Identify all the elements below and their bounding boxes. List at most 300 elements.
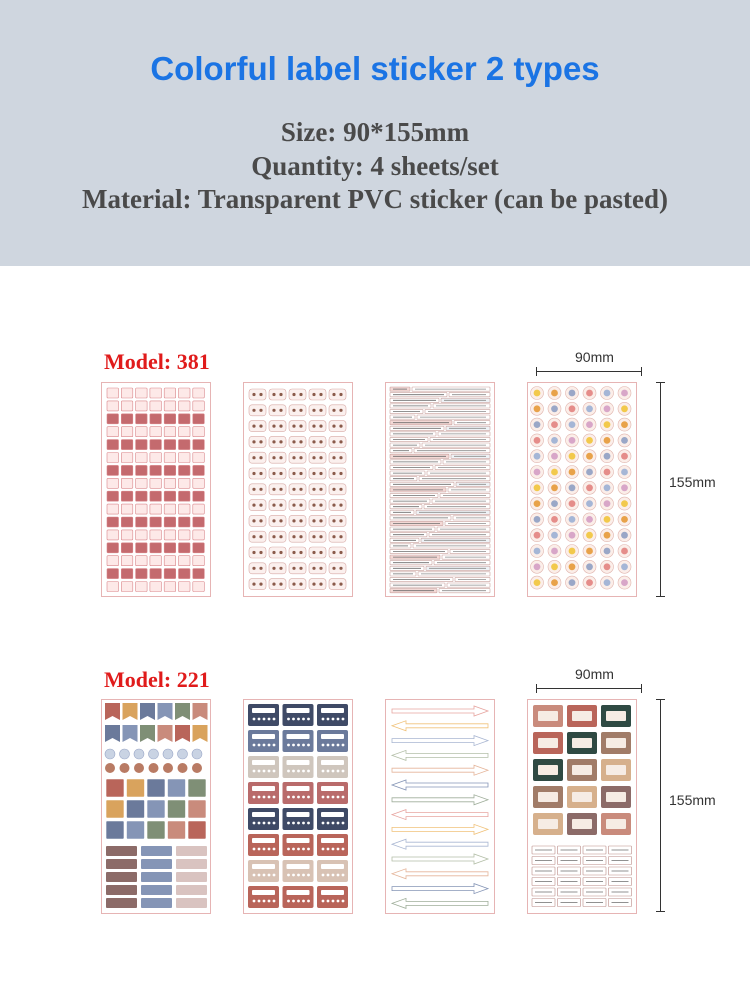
sticker-shape [621,532,628,539]
sticker-shape [297,848,300,851]
sticker-shape [332,900,335,903]
sticker-shape [586,579,593,586]
sticker-sheet-221-calendars [243,699,353,914]
sticker-shape [322,848,325,851]
sticker-shape [332,472,335,475]
sticker-shape [317,860,348,882]
sticker-shape [621,579,628,586]
sticker-shape [604,390,611,397]
sticker-shape [289,405,306,416]
sticker-shape [106,821,124,839]
sticker-shape [107,388,119,398]
sticker-shape [269,484,286,495]
sticker-shape [164,388,176,398]
sticker-shape [292,718,295,721]
sticker-shape [332,488,335,491]
sticker-shape [252,583,255,586]
sticker-shape [332,551,335,554]
sticker-shape [106,872,137,882]
sticker-shape [164,401,176,411]
sticker-shape [299,583,302,586]
sticker-shape [164,556,176,566]
sticker-shape [551,579,558,586]
sticker-shape [339,440,342,443]
sticker-shape [107,491,119,501]
sticker-shape [332,409,335,412]
sticker-shape [297,796,300,799]
sticker-shape [569,390,576,397]
sticker-shape [193,401,205,411]
sticker-shape [150,530,162,540]
sticker-shape [606,819,626,829]
sticker-shape [259,567,262,570]
sticker-shape [322,718,325,721]
sticker-shape [392,839,488,849]
sticker-shape [107,414,119,424]
sticker-shape [136,530,148,540]
sticker-shape [193,517,205,527]
sticker-shape [287,890,310,895]
sticker-shape [179,530,191,540]
sticker-shape [150,414,162,424]
sticker-shape [105,725,120,742]
sticker-shape [127,821,145,839]
sticker-shape [150,453,162,463]
sticker-shape [141,898,172,908]
sticker-shape [569,548,576,555]
sticker-shape [149,749,159,759]
sticker-shape [248,860,279,882]
sticker-shape [252,425,255,428]
sticker-shape [272,551,275,554]
sticker-shape [299,519,302,522]
sticker-shape [322,770,325,773]
sticker-shape [321,760,344,765]
sticker-shape [253,874,256,877]
sticker-shape [136,517,148,527]
sticker-shape [586,563,593,570]
sticker-shape [168,821,186,839]
sticker-shape [107,543,119,553]
sticker-shape [329,436,346,447]
sticker-shape [259,519,262,522]
sticker-shape [329,515,346,526]
sticker-shape [289,515,306,526]
sticker-shape [329,389,346,400]
sticker-shape [569,421,576,428]
sticker-shape [604,563,611,570]
sticker-shape [269,500,286,511]
sticker-shape [147,821,165,839]
sticker-shape [309,436,326,447]
sticker-shape [248,730,279,752]
sticker-shape [332,456,335,459]
sticker-shape [249,421,266,432]
sticker-shape [283,886,314,908]
sticker-shape [150,401,162,411]
sticker-shape [337,900,340,903]
sticker-shape [136,388,148,398]
sticker-shape [319,472,322,475]
sticker-shape [287,848,290,851]
sticker-shape [604,405,611,412]
sticker-shape [621,390,628,397]
sticker-shape [279,551,282,554]
sticker-shape [127,779,145,797]
sticker-shape [287,734,310,739]
sticker-shape [269,547,286,558]
sticker-shape [268,796,271,799]
sticker-shape [193,465,205,475]
sticker-shape [327,718,330,721]
sticker-shape [604,469,611,476]
sticker-shape [342,744,345,747]
sticker-shape [339,456,342,459]
sticker-shape [299,456,302,459]
sticker-shape [551,421,558,428]
sticker-shape [317,886,348,908]
sticker-shape [179,427,191,437]
sticker-shape [272,425,275,428]
sticker-shape [249,547,266,558]
sticker-shape [332,796,335,799]
sticker-shape [287,718,290,721]
sticker-shape [342,718,345,721]
sticker-shape [269,436,286,447]
sticker-shape [538,765,558,775]
sticker-shape [179,582,191,592]
sticker-shape [248,834,279,856]
sticker-shape [292,848,295,851]
sticker-shape [168,779,186,797]
sticker-shape [309,452,326,463]
sticker-shape [339,504,342,507]
sticker-shape [287,812,310,817]
sticker-shape [319,440,322,443]
sticker-shape [136,504,148,514]
sticker-shape [534,500,541,507]
sticker-shape [538,819,558,829]
sticker-shape [337,744,340,747]
sticker-shape [586,437,593,444]
sticker-shape [252,864,275,869]
sticker-shape [179,453,191,463]
sticker-shape [259,488,262,491]
sticker-shape [273,770,276,773]
sticker-shape [252,456,255,459]
sticker-shape [569,563,576,570]
sticker-shape [150,517,162,527]
width-dimension-line [536,688,642,689]
sticker-shape [332,583,335,586]
sticker-shape [307,848,310,851]
sticker-shape [164,517,176,527]
sticker-shape [319,488,322,491]
sticker-shape [150,427,162,437]
sticker-shape [332,393,335,396]
sticker-shape [342,796,345,799]
sticker-shape [534,469,541,476]
sticker-shape [269,468,286,479]
sticker-shape [572,738,592,748]
sticker-shape [551,405,558,412]
sticker-shape [273,744,276,747]
sticker-shape [292,440,295,443]
sticker-shape [327,770,330,773]
sticker-shape [272,472,275,475]
sticker-shape [252,535,255,538]
sticker-shape [107,401,119,411]
sticker-shape [136,569,148,579]
sticker-shape [279,504,282,507]
sticker-shape [273,796,276,799]
sticker-shape [127,800,145,818]
sticker-shape [329,421,346,432]
sticker-shape [292,504,295,507]
sticker-shape [289,389,306,400]
sticker-shape [307,796,310,799]
sticker-shape [299,567,302,570]
sticker-shape [283,808,314,830]
sticker-shape [319,409,322,412]
sticker-shape [302,770,305,773]
sticker-shape [252,838,275,843]
sticker-shape [259,535,262,538]
sticker-shape [106,800,124,818]
sticker-shape [292,822,295,825]
sticker-shape [176,885,207,895]
sticker-shape [289,484,306,495]
sticker-shape [297,718,300,721]
sticker-shape [312,409,315,412]
sticker-shape [149,763,159,773]
sticker-shape [302,744,305,747]
sticker-shape [327,796,330,799]
sticker-shape [248,704,279,726]
sticker-shape [321,890,344,895]
sticker-shape [105,749,115,759]
sticker-shape [289,563,306,574]
sticker-shape [272,583,275,586]
sticker-shape [279,567,282,570]
sticker-shape [289,452,306,463]
sticker-shape [309,500,326,511]
sticker-shape [279,456,282,459]
sticker-shape [327,874,330,877]
sticker-shape [392,721,488,731]
sticker-shape [322,822,325,825]
sticker-shape [572,711,592,721]
sticker-shape [604,500,611,507]
sticker-shape [164,465,176,475]
sticker-shape [168,800,186,818]
sticker-shape [292,393,295,396]
sticker-shape [327,848,330,851]
sticker-shape [337,848,340,851]
sticker-shape [534,437,541,444]
sticker-shape [292,900,295,903]
sticker-shape [258,822,261,825]
sticker-shape [141,846,172,856]
sticker-shape [283,834,314,856]
sticker-shape [342,900,345,903]
sticker-shape [392,765,488,775]
sticker-shape [392,780,488,790]
sticker-sheet-381-faces [243,382,353,597]
sticker-shape [289,531,306,542]
sticker-shape [621,484,628,491]
sticker-shape [299,472,302,475]
sticker-shape [252,708,275,713]
sticker-shape [551,500,558,507]
page-title: Colorful label sticker 2 types [150,50,600,87]
sticker-shape [105,703,120,720]
sticker-shape [252,760,275,765]
sticker-shape [136,543,148,553]
sticker-shape [279,583,282,586]
sticker-shape [176,898,207,908]
sticker-shape [551,548,558,555]
sticker-shape [179,569,191,579]
sticker-shape [252,409,255,412]
sticker-shape [321,786,344,791]
sticker-shape [106,885,137,895]
sticker-shape [621,563,628,570]
sticker-shape [121,401,133,411]
sticker-shape [309,484,326,495]
sticker-shape [269,405,286,416]
sticker-shape [107,465,119,475]
sticker-shape [604,532,611,539]
sticker-shape [322,796,325,799]
sticker-shape [606,765,626,775]
sticker-shape [253,822,256,825]
sticker-shape [263,874,266,877]
sticker-shape [299,488,302,491]
sticker-shape [268,874,271,877]
sticker-shape [319,504,322,507]
sticker-shape [621,437,628,444]
sticker-shape [279,519,282,522]
sticker-shape [269,389,286,400]
sticker-shape [309,531,326,542]
sticker-shape [150,504,162,514]
sticker-shape [287,786,310,791]
sticker-shape [321,708,344,713]
sticker-shape [193,427,205,437]
sticker-shape [289,579,306,590]
sticker-shape [272,519,275,522]
sticker-shape [292,744,295,747]
sticker-shape [604,548,611,555]
sticker-shape [312,519,315,522]
sticker-shape [258,874,261,877]
sticker-shape [249,579,266,590]
sticker-shape [164,569,176,579]
sticker-shape [279,488,282,491]
sticker-shape [287,708,310,713]
sticker-shape [312,535,315,538]
sticker-shape [107,453,119,463]
sticker-shape [179,504,191,514]
sticker-shape [107,427,119,437]
sticker-shape [312,504,315,507]
sticker-shape [272,440,275,443]
sticker-shape [569,484,576,491]
sticker-shape [259,551,262,554]
sticker-shape [279,393,282,396]
sticker-shape [604,453,611,460]
sticker-shape [302,718,305,721]
sticker-shape [253,796,256,799]
sticker-shape [317,730,348,752]
sticker-shape [193,414,205,424]
sticker-shape [332,744,335,747]
sticker-shape [586,469,593,476]
sticker-shape [193,582,205,592]
sticker-shape [269,452,286,463]
sticker-shape [268,770,271,773]
sticker-shape [339,583,342,586]
sticker-shape [534,563,541,570]
sticker-shape [621,500,628,507]
sticker-shape [164,427,176,437]
sticker-shape [179,517,191,527]
sticker-shape [121,530,133,540]
sticker-shape [164,440,176,450]
sticker-shape [179,556,191,566]
sticker-shape [279,535,282,538]
sticker-shape [309,405,326,416]
sticker-shape [312,551,315,554]
sticker-shape [299,440,302,443]
sticker-shape [604,421,611,428]
sticker-shape [279,409,282,412]
sticker-shape [123,703,138,720]
sticker-shape [107,478,119,488]
sticker-shape [297,874,300,877]
sticker-shape [312,583,315,586]
sticker-shape [150,440,162,450]
sticker-shape [329,547,346,558]
sticker-shape [252,567,255,570]
sticker-shape [337,796,340,799]
sticker-shape [339,472,342,475]
sticker-shape [329,563,346,574]
sticker-shape [150,569,162,579]
sticker-shape [586,532,593,539]
sticker-shape [136,465,148,475]
sticker-shape [136,427,148,437]
sticker-shape [312,488,315,491]
sticker-shape [332,874,335,877]
sticker-shape [252,786,275,791]
sticker-shape [136,491,148,501]
sticker-shape [312,472,315,475]
sticker-shape [107,530,119,540]
sticker-shape [163,763,173,773]
sticker-shape [339,519,342,522]
sticker-shape [569,469,576,476]
sticker-shape [299,535,302,538]
sticker-shape [534,484,541,491]
sticker-shape [309,563,326,574]
sticker-shape [141,859,172,869]
sticker-shape [273,822,276,825]
sticker-shape [572,792,592,802]
sticker-shape [392,736,488,746]
sticker-sheet-381-weather [527,382,637,597]
